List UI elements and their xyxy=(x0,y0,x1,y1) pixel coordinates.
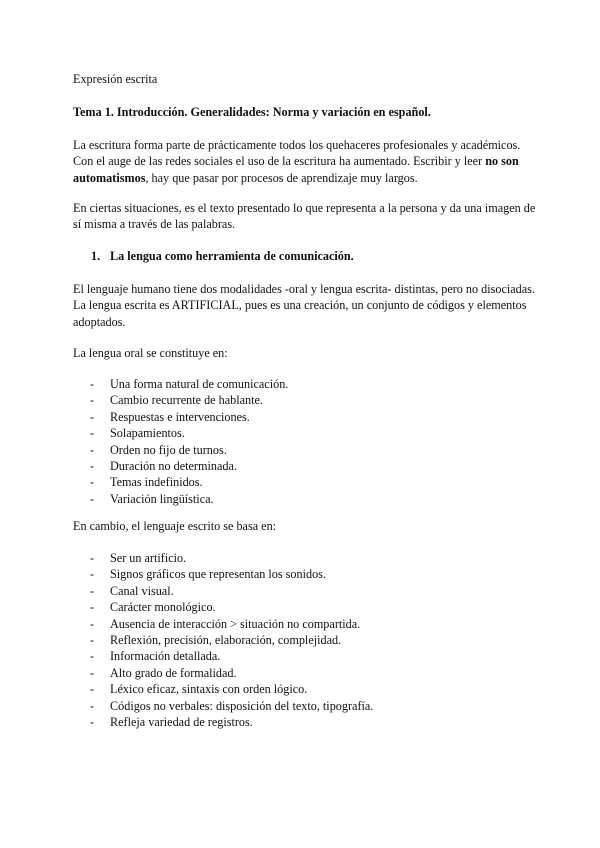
list-item-text: Signos gráficos que representan los sonidos. xyxy=(110,567,326,582)
bullet-dash: - xyxy=(90,426,95,441)
section-heading xyxy=(91,248,354,264)
paragraph-situations: En ciertas situaciones, es el texto presentado lo que representa a la persona y da una imagen de sí misma a través de las palabras. xyxy=(73,201,536,232)
bullet-dash: - xyxy=(90,409,95,424)
bullet-dash: - xyxy=(90,458,95,473)
list-item xyxy=(73,599,543,615)
list-item-text: Ausencia de interacción > situación no compartida. xyxy=(110,616,361,631)
list-item xyxy=(73,550,543,566)
list-item xyxy=(73,392,543,408)
oral-features-list xyxy=(73,376,543,507)
oral-intro: La lengua oral se constituye en: xyxy=(73,346,228,360)
list-item xyxy=(73,632,543,648)
bullet-dash: - xyxy=(90,393,95,408)
list-item xyxy=(73,409,543,425)
list-item xyxy=(73,665,543,681)
list-item xyxy=(73,474,543,490)
list-item-text: Orden no fijo de turnos. xyxy=(110,442,227,457)
written-intro: En cambio, el lenguaje escrito se basa en: xyxy=(73,519,277,533)
list-item xyxy=(73,698,543,714)
list-item xyxy=(73,566,543,582)
list-item-text: Canal visual. xyxy=(110,583,174,598)
bullet-dash: - xyxy=(90,567,95,582)
list-item-text: Información detallada. xyxy=(110,649,221,664)
bullet-dash: - xyxy=(90,491,95,506)
list-item-text: Alto grado de formalidad. xyxy=(110,665,237,680)
paragraph-intro-tail: , hay que pasar por procesos de aprendizaje muy largos. xyxy=(145,170,418,185)
bullet-dash: - xyxy=(90,698,95,713)
list-item xyxy=(73,714,543,730)
list-item-text: Variación lingüística. xyxy=(110,491,214,506)
list-item-text: Léxico eficaz, sintaxis con orden lógico. xyxy=(110,682,308,697)
list-item xyxy=(73,648,543,664)
document-label: Expresión escrita xyxy=(73,72,158,86)
document-title: Tema 1. Introducción. Generalidades: Norma y variación en español. xyxy=(73,105,431,119)
paragraph-intro-text: La escritura forma parte de prácticamente todos los quehaceres profesionales y académicos. Con el auge de las redes sociales el uso de la escritura ha aumentado. Escribir y leer xyxy=(73,138,521,169)
section-number: 1. xyxy=(91,249,101,263)
list-item-text: Refleja variedad de registros. xyxy=(110,714,253,729)
paragraph-modalities: El lenguaje humano tiene dos modalidades -oral y lengua escrita- distintas, pero no disociadas. La lengua escrita es ARTIFICIAL, pues es una creación, un conjunto de códigos y elementos adoptados. xyxy=(73,282,535,329)
bullet-dash: - xyxy=(90,377,95,391)
bullet-dash: - xyxy=(90,475,95,490)
bullet-dash: - xyxy=(90,583,95,598)
list-item-text: Códigos no verbales: disposición del texto, tipografía. xyxy=(110,698,374,713)
list-item-text: Cambio recurrente de hablante. xyxy=(110,393,263,408)
list-item-text: Respuestas e intervenciones. xyxy=(110,409,250,424)
bullet-dash: - xyxy=(90,665,95,680)
list-item-text: Temas indefinidos. xyxy=(110,475,203,490)
list-item-text: Solapamientos. xyxy=(110,426,185,441)
list-item-text: Ser un artificio. xyxy=(110,551,187,565)
paragraph-intro-bold: no son automatismos xyxy=(73,154,519,185)
list-item xyxy=(73,583,543,599)
list-item xyxy=(73,458,543,474)
paragraph-intro xyxy=(73,137,543,186)
list-item xyxy=(73,681,543,697)
written-features-list xyxy=(73,550,543,730)
bullet-dash: - xyxy=(90,600,95,615)
list-item xyxy=(73,425,543,441)
section-title: La lengua como herramienta de comunicación. xyxy=(110,249,354,263)
bullet-dash: - xyxy=(90,551,95,565)
list-item-text: Una forma natural de comunicación. xyxy=(110,377,289,391)
bullet-dash: - xyxy=(90,649,95,664)
bullet-dash: - xyxy=(90,714,95,729)
list-item xyxy=(73,491,543,507)
bullet-dash: - xyxy=(90,616,95,631)
list-item xyxy=(73,376,543,392)
bullet-dash: - xyxy=(90,632,95,647)
list-item-text: Duración no determinada. xyxy=(110,458,237,473)
list-item-text: Carácter monológico. xyxy=(110,600,216,615)
list-item-text: Reflexión, precisión, elaboración, complejidad. xyxy=(110,632,342,647)
list-item xyxy=(73,442,543,458)
list-item xyxy=(73,616,543,632)
bullet-dash: - xyxy=(90,682,95,697)
bullet-dash: - xyxy=(90,442,95,457)
